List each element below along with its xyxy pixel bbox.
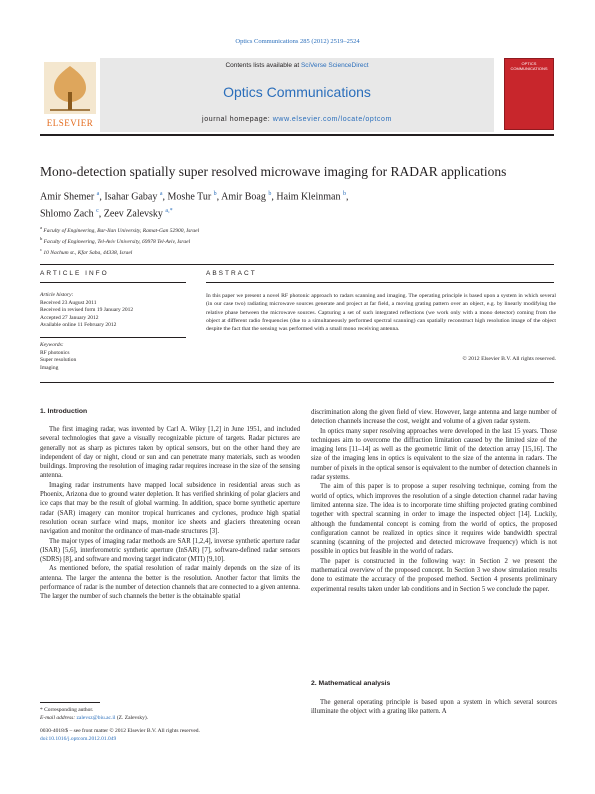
section-heading-math: 2. Mathematical analysis bbox=[311, 680, 391, 687]
paragraph: The major types of imaging radar methods are SAR [1,2,4], inverse synthetic aperture radar (ISAR) [5,6], interferometric synthetic aperture (InSAR) [7], software-defined radar sensors (SDRS) [8], and software and moving target indicator (MTI) [9,10]. bbox=[40, 537, 300, 564]
affiliation-item bbox=[40, 235, 340, 246]
email-link[interactable]: zalevsz@biu.ac.il bbox=[76, 714, 116, 721]
author-name: Amir Boag bbox=[221, 191, 266, 203]
footnote-rule bbox=[40, 702, 100, 703]
author-name: Haim Kleinman bbox=[276, 191, 341, 203]
corresponding-author: * Corresponding author. bbox=[40, 707, 94, 713]
contents-prefix: Contents lists available at bbox=[225, 62, 301, 69]
affiliation-text: Faculty of Engineering, Tel-Aviv University, 69978 Tel-Aviv, Israel bbox=[43, 238, 191, 245]
info-rule bbox=[40, 264, 554, 265]
article-title: Mono-detection spatially super resolved microwave imaging for RADAR applications bbox=[40, 164, 507, 179]
paragraph: The first imaging radar, was invented by Carl A. Wiley [1,2] in June 1951, and included several technologies that gave a visually recognizable picture of targets. Radar pictures are generally not as sharp as pictures taken by optical sensors, but on the other hand they are independent of day or night, cloud or sun and can penetrate many materials, such as wooden buildings. Improving the resolution of imaging radar requires increase in the size of the sensing antenna. bbox=[40, 426, 300, 480]
affiliation-text: 10 Nachum st., Kfar Saba, 44338, Israel bbox=[43, 249, 133, 256]
author-affiliation-mark[interactable]: b bbox=[268, 191, 272, 197]
paragraph: As mentioned before, the spatial resolution of radar mainly depends on the size of its antenna. The larger the antenna the better is the resolution. Another factor that limits the performance of radar is the number of detection channels that are connected to a given antenna. The larger the number of such channels the better is the obtainable spatial bbox=[40, 565, 300, 601]
author-name: Isahar Gabay bbox=[104, 191, 158, 203]
paragraph: The aim of this paper is to propose a super resolving technique, coming from the world of optics, which improves the resolution of a single detection channel radar having limited antenna size. The idea is to incorporate time shifting projected grating combined together with spectral scanning in order to image the inspected object [14]. Luckily, although the fundamental concept is coming from the world of optics, the proposed configuration cannot be realized in optics since it requires wide bandwidth spectral scanning (scanning of the projected and detected microwave frequency) which is not possible in optics but feasible in the world of radars. bbox=[311, 483, 557, 556]
author-line-2: Shlomo Zach $^c$, Zeev Zalevsky $^{a,*}$ bbox=[40, 208, 173, 220]
affiliation-item bbox=[40, 246, 340, 257]
history-item: Available online 11 February 2012 bbox=[40, 322, 117, 329]
elsevier-wordmark: ELSEVIER bbox=[46, 118, 94, 128]
email-suffix: (Z. Zalevsky). bbox=[115, 714, 149, 721]
paragraph: The general operating principle is based upon a system in which several sources illuminate the object with a grating like pattern. A bbox=[311, 699, 557, 716]
right-column bbox=[311, 408, 557, 594]
section-heading-introduction: 1. Introduction bbox=[40, 408, 88, 415]
journal-cover-title: OPTICS COMMUNICATIONS bbox=[510, 61, 548, 71]
author-line-1: Amir Shemer $^a$, Isahar Gabay $^a$, Moshe Tur $^b$, Amir Boag $^b$, Haim Kleinman $^b$, bbox=[40, 191, 349, 203]
paragraph: The paper is constructed in the following way: in Section 2 we present the mathematical overview of the proposed concept. In Section 3 we show simulation results done to estimate the accuracy of the proposed method. Section 4 presents preliminary experimental results taken under lab conditions and in Section 5 we conclude the paper. bbox=[311, 557, 557, 593]
keyword-item: RF photonics bbox=[40, 349, 70, 356]
journal-title: Optics Communications bbox=[223, 84, 371, 100]
author-name: Moshe Tur bbox=[167, 191, 212, 203]
math-column bbox=[311, 698, 557, 717]
author-name: Shlomo Zach bbox=[40, 208, 94, 220]
author-affiliation-mark[interactable]: b bbox=[213, 191, 217, 197]
header-rule bbox=[40, 134, 554, 136]
homepage-line bbox=[100, 116, 494, 123]
author-affiliation-mark[interactable]: a bbox=[96, 191, 100, 197]
affiliation-text: Faculty of Engineering, Bar-Ilan University, Ramat-Gan 52900, Israel bbox=[43, 227, 200, 234]
doi-link[interactable]: doi:10.1016/j.optcom.2012.01.049 bbox=[40, 735, 117, 742]
author-name: Zeev Zalevsky bbox=[103, 208, 163, 220]
affiliation-item bbox=[40, 224, 340, 235]
affiliations bbox=[40, 224, 340, 256]
left-column bbox=[40, 425, 300, 602]
contents-line bbox=[100, 62, 494, 69]
sciencedirect-link[interactable]: SciVerse ScienceDirect bbox=[300, 62, 369, 69]
author-list bbox=[40, 187, 500, 222]
paragraph: discrimination along the given field of view. However, large antenna and large number of detection channels increase the cost, weight and volume of a given radar system. bbox=[311, 409, 557, 426]
issn-line: 0030-4018/$ – see front matter © 2012 Elsevier B.V. All rights reserved. bbox=[40, 728, 200, 734]
affiliation-mark: b bbox=[40, 235, 43, 241]
journal-reference-link[interactable]: Optics Communications 285 (2012) 2519–2524 bbox=[235, 38, 360, 45]
homepage-link[interactable]: www.elsevier.com/locate/optcom bbox=[272, 116, 392, 123]
author-name: Amir Shemer bbox=[40, 191, 95, 203]
history-label: Article history: bbox=[40, 292, 74, 298]
homepage-prefix: journal homepage: bbox=[202, 116, 273, 123]
email-line bbox=[40, 715, 300, 723]
keywords-rule bbox=[40, 337, 186, 338]
keyword-item: Imaging bbox=[40, 364, 59, 371]
keywords bbox=[40, 342, 190, 372]
abstract-text: In this paper we present a novel RF photonic approach to radars scanning and imaging. The operating principle is based upon a system in which several (in our case two) radiating microwave sources generate and project at far field, a moving grating pattern over an object, e.g. by linearly modifying the relative phase between the microwave sources. Capturing a set of such integrated reflections (we work only with a mono detector) coming from the object at different radio frequencies (due to a simultaneously performed spectral scanning) can spatially reconstruct high resolution image of the object despite the fact that the sensing was performed with a small mono receiving antenna. bbox=[206, 293, 556, 333]
info-subrule bbox=[40, 282, 186, 283]
paragraph: In optics many super resolving approaches were developed in the last 15 years. Those techniques aim to overcome the diffraction limitation caused by the limited size of the imaging lens [11–14] as well as the geometric limit of the detection array [15,16]. The size of the imaging lens in optics is equivalent to the size of the antenna in radars. The number of pixels in the optical sensor is equivalent to the number of detection channels in radar systems. bbox=[311, 427, 557, 482]
copyright: © 2012 Elsevier B.V. All rights reserved. bbox=[462, 356, 556, 362]
abstract-heading: ABSTRACT bbox=[206, 270, 257, 277]
history-item: Received in revised form 19 January 2012 bbox=[40, 307, 134, 314]
abstract-bottom-rule bbox=[40, 382, 554, 383]
abstract-subrule bbox=[206, 282, 554, 283]
affiliation-mark: a bbox=[40, 225, 43, 230]
author-affiliation-mark[interactable]: c bbox=[96, 208, 99, 215]
history-item: Accepted 27 January 2012 bbox=[40, 314, 99, 321]
history-item: Received 23 August 2011 bbox=[40, 299, 97, 306]
paragraph: Imaging radar instruments have mapped local subsidence in residential areas such as Phoenix, Arizona due to ground water depletion. It has verified shrinking of polar glaciers and ice caps that may be the result of global warming. In addition, space borne synthetic aperture radar (SAR) imagery can monitor tropical hurricanes and cyclones, produce high spatial resolution ocean surface wind maps, monitor ice sheets and glaciers threatening ocean navigation and monitor the ordinance of man-made structures [3]. bbox=[40, 481, 300, 536]
article-history bbox=[40, 292, 190, 330]
author-affiliation-mark[interactable]: a,* bbox=[165, 208, 173, 215]
author-affiliation-mark[interactable]: b bbox=[343, 191, 346, 197]
keyword-item: Super resolution bbox=[40, 357, 77, 364]
keywords-label: Keywords: bbox=[40, 342, 64, 348]
affiliation-mark: c bbox=[40, 246, 43, 252]
footer bbox=[40, 728, 300, 743]
footnote bbox=[40, 707, 300, 722]
email-label: E-mail address: bbox=[40, 714, 77, 721]
elsevier-logo bbox=[40, 58, 100, 132]
article-info-heading: ARTICLE INFO bbox=[40, 270, 109, 277]
author-affiliation-mark[interactable]: a bbox=[159, 191, 163, 197]
